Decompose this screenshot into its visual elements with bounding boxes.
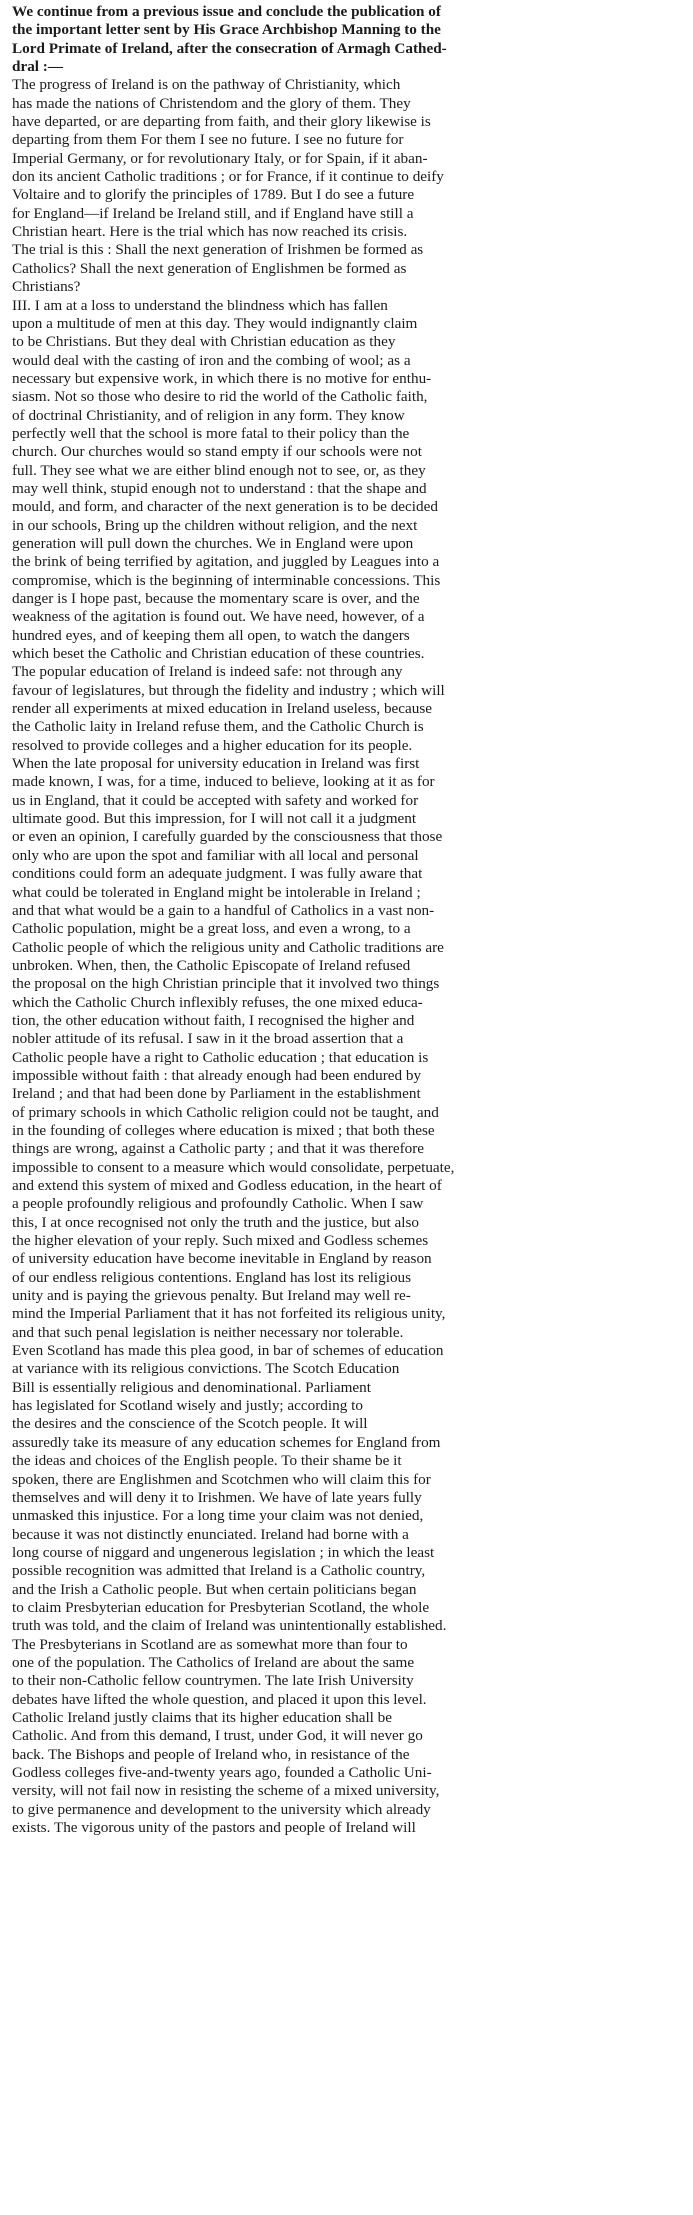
- text-line: of our endless religious contentions. England has lost its religious: [12, 1268, 412, 1286]
- text-line: exists. The vigorous unity of the pastors and people of Ireland will: [12, 1819, 416, 1837]
- text-line: may well think, stupid enough not to understand : that the shape and: [12, 479, 427, 497]
- text-line: ultimate good. But this impression, for I will not call it a judgment: [12, 810, 417, 828]
- text-line: of university education have become inevitable in England by reason: [12, 1250, 432, 1268]
- text-line: to their non-Catholic fellow countrymen. The late Irish University: [12, 1672, 414, 1690]
- text-line: us in England, that it could be accepted with safety and worked for: [12, 791, 419, 809]
- text-line: Even Scotland has made this plea good, in bar of schemes of education: [12, 1342, 444, 1360]
- text-line: which the Catholic Church inflexibly refuses, the one mixed educa-: [12, 993, 423, 1011]
- text-line: this, I at once recognised not only the truth and the justice, but also: [12, 1213, 420, 1231]
- text-line: Catholics? Shall the next generation of Englishmen be formed as: [12, 259, 407, 277]
- text-line: the desires and the conscience of the Scotch people. It will: [12, 1415, 368, 1433]
- intro-paragraph: [12, 3, 679, 76]
- text-line: don its ancient Catholic traditions ; or for France, if it continue to deify: [12, 168, 444, 186]
- text-line: for England—if Ireland be Ireland still, and if England have still a: [12, 204, 414, 222]
- text-line: the brink of being terrified by agitation, and juggled by Leagues into a: [12, 553, 440, 571]
- text-line: of primary schools in which Catholic religion could not be taught, and: [12, 1103, 439, 1121]
- text-line: the proposal on the high Christian principle that it involved two things: [12, 975, 440, 993]
- text-line: upon a multitude of men at this day. They would indignantly claim: [12, 314, 418, 332]
- text-line: Christians?: [12, 278, 81, 296]
- text-line: perfectly well that the school is more fatal to their policy than the: [12, 424, 410, 442]
- text-line: The progress of Ireland is on the pathway of Christianity, which: [12, 76, 401, 94]
- text-line: When the late proposal for university education in Ireland was first: [12, 755, 420, 773]
- text-line: impossible to consent to a measure which would consolidate, perpetuate,: [12, 1158, 455, 1176]
- text-line: unbroken. When, then, the Catholic Episcopate of Ireland refused: [12, 956, 411, 974]
- text-line: and that such penal legislation is neither necessary nor tolerable.: [12, 1323, 404, 1341]
- text-line: favour of legislatures, but through the fidelity and industry ; which will: [12, 681, 445, 699]
- text-line: We continue from a previous issue and conclude the publication of: [12, 3, 441, 20]
- paragraph-iii-blindness: [12, 297, 679, 1838]
- text-line: Christian heart. Here is the trial which has now reached its crisis.: [12, 223, 408, 241]
- text-line: Catholic Ireland justly claims that its higher education shall be: [12, 1708, 393, 1726]
- text-line: to be Christians. But they deal with Christian education as they: [12, 333, 396, 351]
- text-line: Catholic population, might be a great loss, and even a wrong, to a: [12, 920, 411, 938]
- text-line: which beset the Catholic and Christian education of these countries.: [12, 645, 425, 663]
- paragraph-progress-of-ireland: [12, 76, 679, 296]
- text-line: The popular education of Ireland is indeed safe: not through any: [12, 663, 403, 681]
- text-line: and the Irish a Catholic people. But when certain politicians began: [12, 1580, 417, 1598]
- text-line: in our schools, Bring up the children without religion, and the next: [12, 516, 418, 534]
- text-line: siasm. Not so those who desire to rid the world of the Catholic faith,: [12, 388, 428, 406]
- text-line: The Presbyterians in Scotland are as somewhat more than four to: [12, 1635, 408, 1653]
- text-line: has made the nations of Christendom and the glory of them. They: [12, 94, 411, 112]
- text-line: a people profoundly religious and profoundly Catholic. When I saw: [12, 1195, 424, 1213]
- text-line: unmasked this injustice. For a long time your claim was not denied,: [12, 1507, 424, 1525]
- text-line: resolved to provide colleges and a higher education for its people.: [12, 736, 413, 754]
- text-line: to give permanence and development to the university which already: [12, 1800, 431, 1818]
- text-line: the ideas and choices of the English people. To their shame be it: [12, 1452, 402, 1470]
- text-line: necessary but expensive work, in which there is no motive for enthu-: [12, 369, 432, 387]
- text-line: Catholic people have a right to Catholic education ; that education is: [12, 1048, 429, 1066]
- text-line: would deal with the casting of iron and the combing of wool; as a: [12, 351, 411, 369]
- text-line: unity and is paying the grievous penalty. But Ireland may well re-: [12, 1287, 411, 1305]
- text-line: assuredly take its measure of any education schemes for England from: [12, 1433, 441, 1451]
- text-line: full. They see what we are either blind enough not to see, or, as they: [12, 461, 426, 479]
- text-line: render all experiments at mixed education in Ireland useless, because: [12, 700, 433, 718]
- text-line: Ireland ; and that had been done by Parliament in the establishment: [12, 1085, 421, 1103]
- text-line: dral :—: [12, 58, 64, 76]
- text-line: and extend this system of mixed and Godless education, in the heart of: [12, 1177, 442, 1194]
- text-line: debates have lifted the whole question, and placed it upon this level.: [12, 1690, 427, 1708]
- text-line: one of the population. The Catholics of Ireland are about the same: [12, 1653, 415, 1671]
- text-line: only who are upon the spot and familiar with all local and personal: [12, 846, 419, 864]
- text-line: church. Our churches would so stand empty if our schools were not: [12, 443, 422, 461]
- text-line: made known, I was, for a time, induced to believe, looking at it as for: [12, 773, 435, 791]
- text-line: Catholic people of which the religious unity and Catholic traditions are: [12, 938, 444, 956]
- text-line: compromise, which is the beginning of interminable concessions. This: [12, 571, 441, 589]
- text-line: nobler attitude of its refusal. I saw in it the broad assertion that a: [12, 1030, 404, 1048]
- text-line: themselves and will deny it to Irishmen. We have of late years fully: [12, 1488, 422, 1506]
- text-line: at variance with its religious convictions. The Scotch Education: [12, 1360, 400, 1378]
- text-line: back. The Bishops and people of Ireland who, in resistance of the: [12, 1745, 410, 1763]
- text-line: what could be tolerated in England might be intolerable in Ireland ;: [12, 883, 421, 901]
- text-line: because it was not distinctly enunciated. Ireland had borne with a: [12, 1525, 409, 1543]
- text-line: versity, will not fail now in resisting the scheme of a mixed university,: [12, 1782, 440, 1800]
- text-line: generation will pull down the churches. We in England were upon: [12, 534, 414, 552]
- text-line: in the founding of colleges where education is mixed ; that both these: [12, 1121, 435, 1139]
- text-line: things are wrong, against a Catholic party ; and that it was therefore: [12, 1140, 425, 1158]
- text-line: Godless colleges five-and-twenty years ago, founded a Catholic Uni-: [12, 1764, 432, 1781]
- text-line: III. I am at a loss to understand the blindness which has fallen: [12, 296, 388, 314]
- text-line: truth was told, and the claim of Ireland was unintentionally established.: [12, 1617, 447, 1635]
- text-line: mind the Imperial Parliament that it has not forfeited its religious unity,: [12, 1305, 446, 1323]
- text-line: weakness of the agitation is found out. We have need, however, of a: [12, 608, 425, 626]
- text-line: conditions could form an adequate judgment. I was fully aware that: [12, 865, 423, 883]
- text-line: danger is I hope past, because the momentary scare is over, and the: [12, 590, 420, 607]
- text-line: the Catholic laity in Ireland refuse them, and the Catholic Church is: [12, 718, 424, 736]
- text-line: Catholic. And from this demand, I trust, under God, it will never go: [12, 1727, 423, 1745]
- text-line: the important letter sent by His Grace Archbishop Manning to the: [12, 21, 441, 39]
- text-line: impossible without faith : that already enough had been endured by: [12, 1066, 422, 1084]
- text-line: hundred eyes, and of keeping them all open, to watch the dangers: [12, 626, 410, 644]
- text-line: or even an opinion, I carefully guarded by the consciousness that those: [12, 828, 443, 846]
- text-line: mould, and form, and character of the next generation is to be decided: [12, 498, 438, 516]
- text-line: long course of niggard and ungenerous legislation ; in which the least: [12, 1543, 435, 1561]
- text-line: has legislated for Scotland wisely and justly; according to: [12, 1397, 363, 1415]
- text-line: tion, the other education without faith, I recognised the higher and: [12, 1011, 415, 1029]
- text-line: The trial is this : Shall the next generation of Irishmen be formed as: [12, 241, 424, 259]
- text-line: Voltaire and to glorify the principles of 1789. But I do see a future: [12, 186, 415, 204]
- text-line: of doctrinal Christianity, and of religion in any form. They know: [12, 406, 405, 424]
- text-line: departing from them For them I see no future. I see no future for: [12, 131, 404, 149]
- text-line: to claim Presbyterian education for Presbyterian Scotland, the whole: [12, 1598, 430, 1616]
- text-line: Lord Primate of Ireland, after the consecration of Armagh Cathed-: [12, 39, 447, 57]
- text-line: the higher elevation of your reply. Such mixed and Godless schemes: [12, 1232, 429, 1250]
- text-line: and that what would be a gain to a handful of Catholics in a vast non-: [12, 901, 435, 919]
- text-line: have departed, or are departing from faith, and their glory likewise is: [12, 113, 431, 131]
- text-line: spoken, there are Englishmen and Scotchmen who will claim this for: [12, 1470, 431, 1488]
- text-line: possible recognition was admitted that Ireland is a Catholic country,: [12, 1562, 426, 1580]
- text-line: Bill is essentially religious and denominational. Parliament: [12, 1378, 371, 1396]
- text-line: Imperial Germany, or for revolutionary Italy, or for Spain, if it aban-: [12, 149, 428, 167]
